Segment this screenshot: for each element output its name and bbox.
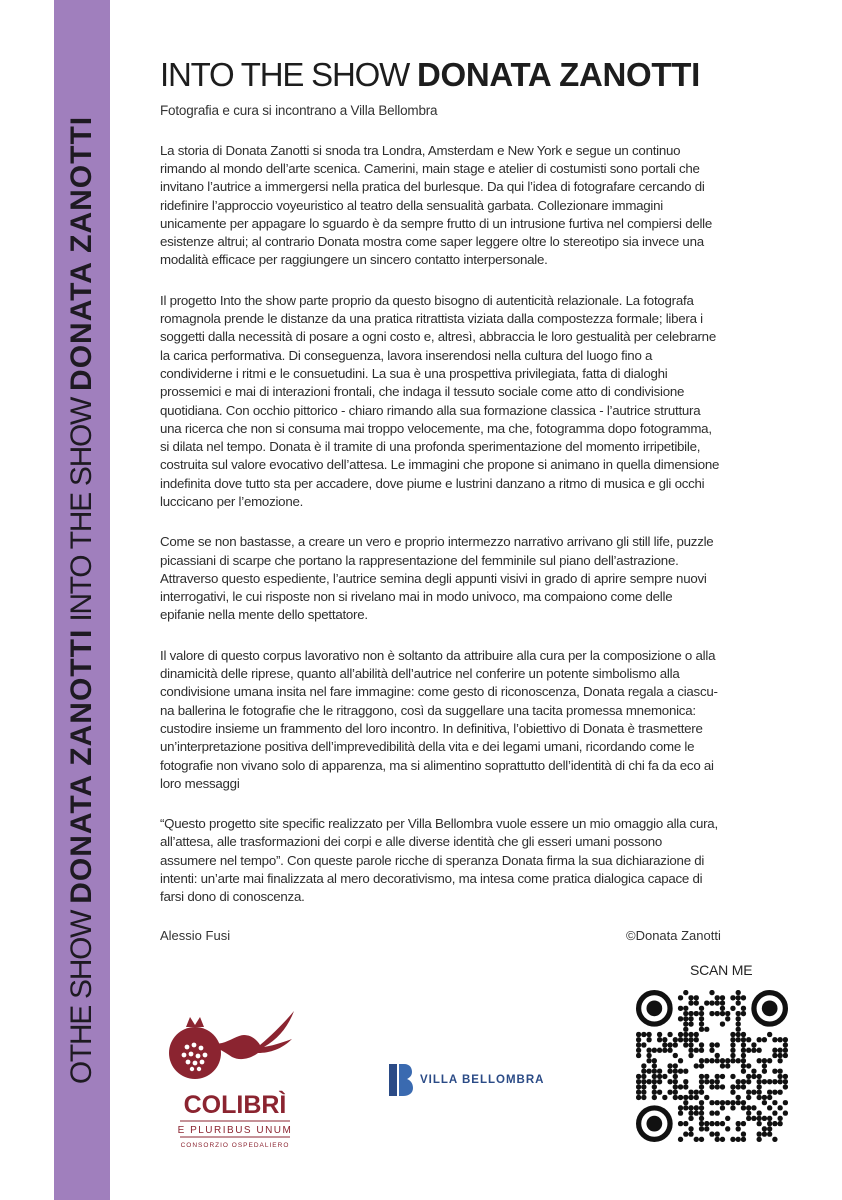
hummingbird-icon bbox=[210, 1011, 294, 1059]
paragraph: La storia di Donata Zanotti si snoda tra Londra, Amsterdam e New York e segue un continuo rimando al mondo dell’arte scenica. Camerini, main stage e atelier di costumisti sono portali che invitano l’autrice a immergersi nella pratica del burlesque. Da qui l’idea di fotografare cercando di ridefinire l’approccio voyeuristico al teatro della sensualità garbata. Collezionare immagini unicamente per appagare lo sguardo è da sempre frutto di un intrusione furtiva nel compiersi delle esistenze altrui; al contrario Donata mostra come saper leggere oltre lo stereotipo sia invece una modalità efficace per raggiungere un sincero contatto interpersonale. bbox=[160, 142, 713, 268]
sidebar-band bbox=[54, 0, 110, 1200]
sidebar-text-segment: OTHE SHOW bbox=[65, 903, 98, 1085]
qr-finder-dot bbox=[646, 1000, 662, 1016]
article-body bbox=[160, 142, 720, 907]
sidebar-text-segment: DONATA ZANOTTI bbox=[65, 115, 98, 391]
page-subtitle: Fotografia e cura si incontrano a Villa Bellombra bbox=[160, 102, 438, 118]
colibri-name: COLIBRÌ bbox=[183, 1091, 287, 1119]
scan-me-label: SCAN ME bbox=[690, 962, 753, 978]
paragraph: Il progetto Into the show parte proprio da questo bisogno di autenticità relazionale. La fotografa romagnola prende le distanze da una pratica ritrattista viziata dalla compostezza formale; libera i soggetti dalla necessità di posare a ogni costo e, altresì, abbraccia le loro gestualità per celebrarne la carica performativa. Di conseguenza, lavora inserendosi nella cultura del luogo fino a condividerne i ritmi e le consuetudini. La sua è una prospettiva privilegiata, fatta di dialoghi prossemici e mai di interazioni frontali, che indaga il tessuto sociale come atto di condivisione quotidiana. Con occhio pittorico - chiaro rimando alla sua formazione classica - l’autrice struttura una ricerca che non si consuma mai troppo velocemente, ma che, fotogramma dopo fotogramma, si dilata nel tempo. Donata è il tramite di una profonda sperimentazione del momento irripetibile, costruita sul valore evocativo dell’attesa. Le immagini che propone si animano in quella dimensione indefinita dove tutto sta per accadere, dove piume e lustrini danzano a ritmo di musica e gli occhi luccicano per l’emozione. bbox=[160, 292, 720, 509]
title-light: INTO THE SHOW bbox=[160, 56, 417, 93]
pomegranate-icon bbox=[169, 1017, 221, 1079]
sidebar-vertical-title bbox=[67, 116, 97, 1084]
title-bold: DONATA ZANOTTI bbox=[417, 56, 700, 93]
paragraph: Come se non bastasse, a creare un vero e proprio intermezzo narrativo arrivano gli still life, puzzle picassiani di scarpe che portano la rappresentazione del femminile sul piano dell’astrazione. Attraverso questo espediente, l’autrice semina degli appunti visivi in grado di aprire sempre nuovi interrogativi, le cui risposte non si rivelano mai in modo univoco, ma compaiono come delle epifanie nella mente dello spettatore. bbox=[160, 534, 714, 623]
sidebar-text-segment: INTO THE SHOW bbox=[65, 390, 98, 629]
sidebar-text-segment: DONATA ZANOTTI bbox=[65, 628, 98, 904]
author-signature: Alessio Fusi bbox=[160, 928, 231, 943]
villa-bellombra-name: VILLA BELLOMBRA bbox=[420, 1074, 545, 1086]
villa-bellombra-logo[interactable] bbox=[386, 1062, 544, 1098]
qr-finder-dot bbox=[762, 1000, 778, 1016]
photo-credit: ©Donata Zanotti bbox=[626, 928, 721, 943]
paragraph: “Questo progetto site specific realizzato per Villa Bellombra vuole essere un mio omaggio alla cura, all’attesa, alle trasformazioni dei corpi e alle diverse identità che gli esseri umani possono assumere nel tempo”. Con queste parole ricche di speranza Donata firma la sua dichiarazione di intenti: un’arte mai finalizzata al mero decorativismo, ma intesa come pratica dialogica capace di farsi dono di conoscenza. bbox=[160, 816, 718, 905]
colibri-motto: E PLURIBUS UNUM bbox=[177, 1125, 293, 1136]
colibri-subtitle: CONSORZIO OSPEDALIERO bbox=[180, 1142, 290, 1149]
villa-b-icon bbox=[386, 1062, 414, 1098]
qr-finder-dot bbox=[646, 1116, 662, 1132]
page-title bbox=[160, 58, 720, 93]
colibri-logo[interactable] bbox=[160, 1005, 310, 1155]
paragraph: Il valore di questo corpus lavorativo non è soltanto da attribuire alla cura per la composizione o alla dinamicità delle riprese, quanto all’abilità dell’autrice nel conferire un potente simbolismo alla condivisione umana insita nel fare immagine: come gesto di riconoscenza, Donata regala a ciascu-na ballerina le fotografie che le ritraggono, così da suggellare una tacita promessa mnemonica: custodire insieme un frammento del loro incontro. In definitiva, l’obiettivo di Donata è trasmettere un’interpretazione positiva dell’imprevedibilità della vita e dei legami umani, ricordando come le fotografie non vivano solo di apparenza, ma si alimentino soprattutto dell’identità di chi fa da eco ai loro messaggi bbox=[160, 647, 718, 791]
article bbox=[160, 58, 720, 907]
qr-code[interactable] bbox=[636, 990, 788, 1142]
